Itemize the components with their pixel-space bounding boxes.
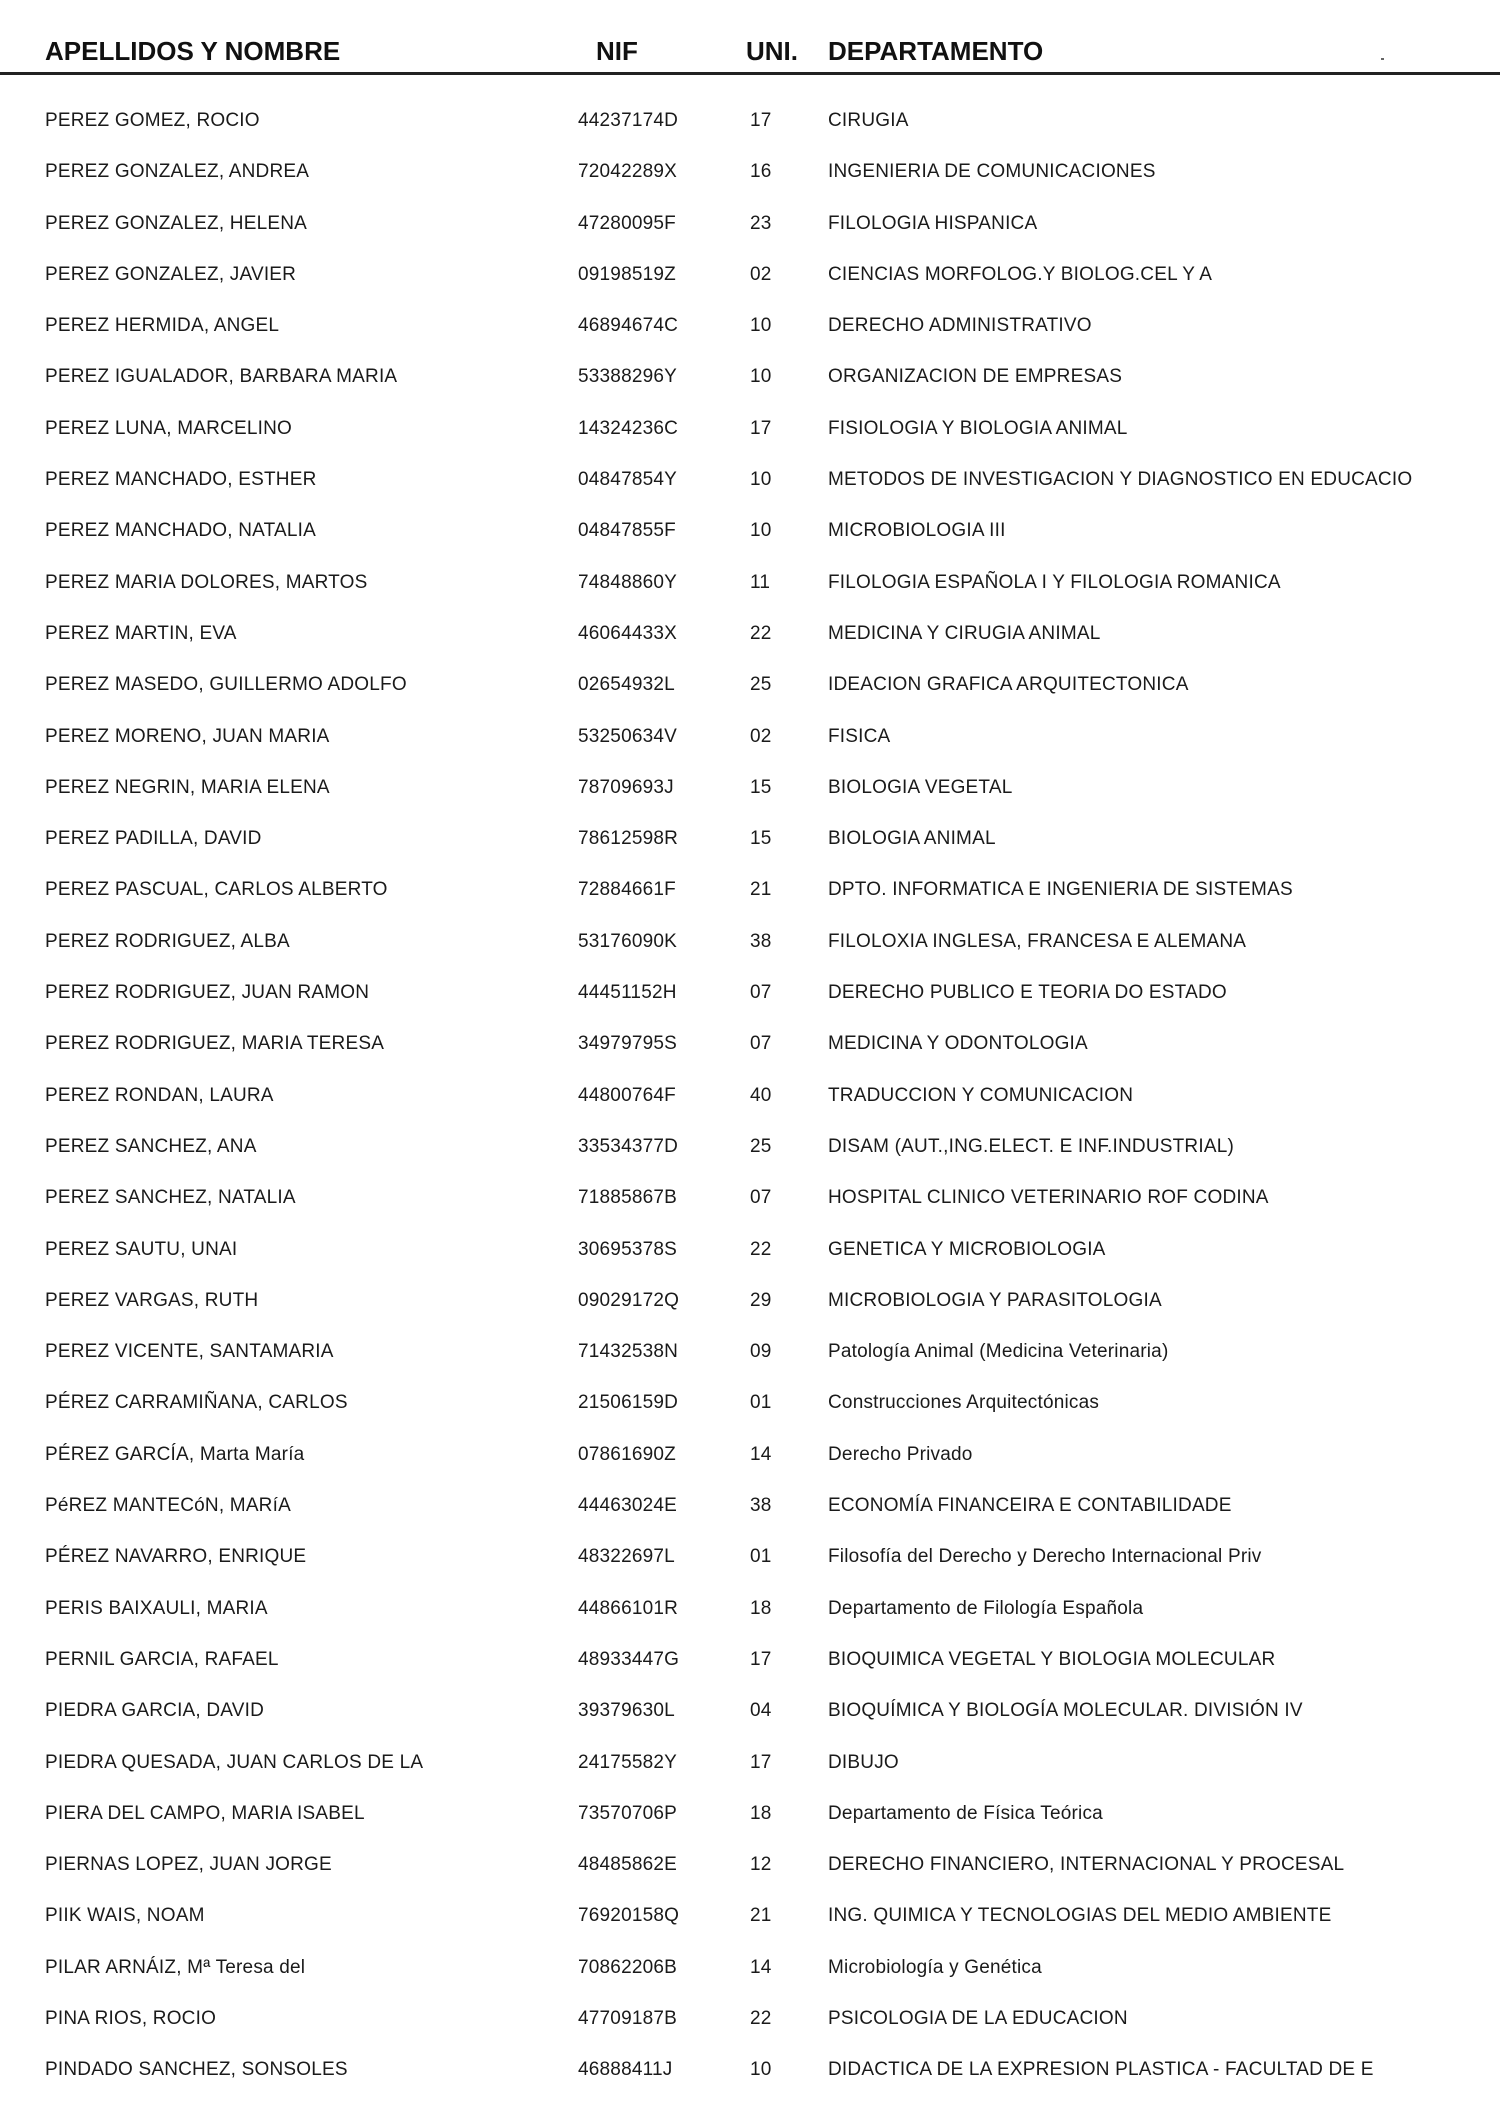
cell-uni: 17 <box>750 417 772 439</box>
cell-department: DPTO. INFORMATICA E INGENIERIA DE SISTEMAS <box>828 879 1293 901</box>
cell-name: PEREZ SAUTU, UNAI <box>45 1238 238 1260</box>
cell-department: BIOQUÍMICA Y BIOLOGÍA MOLECULAR. DIVISIÓN IV <box>828 1700 1303 1722</box>
table-row <box>0 1845 1500 1896</box>
cell-name: PEREZ SANCHEZ, NATALIA <box>45 1187 296 1209</box>
cell-nif: 34979795S <box>578 1033 678 1055</box>
cell-name: PEREZ LUNA, MARCELINO <box>45 417 293 439</box>
cell-department: MICROBIOLOGIA III <box>828 520 1006 542</box>
table-row <box>0 973 1500 1024</box>
cell-nif: 71885867B <box>578 1187 678 1209</box>
cell-name: PEREZ RODRIGUEZ, ALBA <box>45 930 290 952</box>
cell-department: DIBUJO <box>828 1751 899 1773</box>
cell-nif: 44866101R <box>578 1597 679 1619</box>
cell-name: PEREZ RODRIGUEZ, JUAN RAMON <box>45 982 370 1004</box>
table-row <box>0 563 1500 614</box>
cell-department: Derecho Privado <box>828 1443 973 1465</box>
cell-department: ING. QUIMICA Y TECNOLOGIAS DEL MEDIO AMBIENTE <box>828 1905 1332 1927</box>
cell-nif: 47280095F <box>578 212 676 234</box>
table-row <box>0 1948 1500 1999</box>
cell-name: PIERA DEL CAMPO, MARIA ISABEL <box>45 1802 365 1824</box>
cell-uni: 23 <box>750 212 772 234</box>
cell-uni: 10 <box>750 2059 772 2081</box>
cell-uni: 01 <box>750 1392 772 1414</box>
cell-nif: 48485862E <box>578 1854 678 1876</box>
cell-name: PEREZ IGUALADOR, BARBARA MARIA <box>45 366 398 388</box>
cell-uni: 02 <box>750 725 772 747</box>
cell-uni: 09 <box>750 1341 772 1363</box>
cell-name: PEREZ PASCUAL, CARLOS ALBERTO <box>45 879 388 901</box>
cell-nif: 30695378S <box>578 1238 678 1260</box>
cell-department: PSICOLOGIA DE LA EDUCACION <box>828 2007 1128 2029</box>
table-row <box>0 819 1500 870</box>
table-row <box>0 2050 1500 2101</box>
cell-nif: 78612598R <box>578 828 679 850</box>
cell-nif: 21506159D <box>578 1392 679 1414</box>
cell-name: PILAR ARNÁIZ, Mª Teresa del <box>45 1956 306 1978</box>
cell-name: PIIK WAIS, NOAM <box>45 1905 205 1927</box>
cell-name: PEREZ VARGAS, RUTH <box>45 1289 259 1311</box>
cell-name: PEREZ GOMEZ, ROCIO <box>45 110 260 131</box>
cell-nif: 07861690Z <box>578 1443 676 1465</box>
cell-name: PéREZ MANTECóN, MARíA <box>45 1495 291 1517</box>
table-row <box>0 1332 1500 1383</box>
cell-nif: 53388296Y <box>578 366 678 388</box>
cell-name: PEREZ GONZALEZ, JAVIER <box>45 263 297 285</box>
cell-uni: 25 <box>750 674 772 696</box>
cell-department: FILOLOXIA INGLESA, FRANCESA E ALEMANA <box>828 930 1247 952</box>
cell-uni: 07 <box>750 1033 772 1055</box>
cell-name: PEREZ GONZALEZ, ANDREA <box>45 161 310 183</box>
cell-nif: 48933447G <box>578 1648 680 1670</box>
cell-nif: 46064433X <box>578 622 678 644</box>
cell-name: PÉREZ CARRAMIÑANA, CARLOS <box>45 1392 348 1414</box>
cell-department: BIOQUIMICA VEGETAL Y BIOLOGIA MOLECULAR <box>828 1648 1276 1670</box>
cell-uni: 10 <box>750 469 772 491</box>
table-row <box>0 1999 1500 2050</box>
table-row <box>0 255 1500 306</box>
cell-uni: 38 <box>750 1495 772 1517</box>
cell-uni: 29 <box>750 1289 772 1311</box>
cell-department: DERECHO FINANCIERO, INTERNACIONAL Y PROCESAL <box>828 1854 1345 1876</box>
cell-nif: 14324236C <box>578 417 679 439</box>
table-row <box>0 922 1500 973</box>
table-row <box>0 1230 1500 1281</box>
cell-name: PIEDRA GARCIA, DAVID <box>45 1700 265 1722</box>
table-row <box>0 409 1500 460</box>
cell-nif: 46888411J <box>578 2059 673 2081</box>
cell-name: PINDADO SANCHEZ, SONSOLES <box>45 2059 348 2081</box>
cell-name: PEREZ MARTIN, EVA <box>45 622 237 644</box>
cell-department: FILOLOGIA ESPAÑOLA I Y FILOLOGIA ROMANICA <box>828 571 1281 593</box>
cell-uni: 10 <box>750 315 772 337</box>
table-row <box>0 1435 1500 1486</box>
cell-name: PÉREZ NAVARRO, ENRIQUE <box>45 1546 307 1568</box>
table-row <box>0 1076 1500 1127</box>
cell-department: ORGANIZACION DE EMPRESAS <box>828 366 1123 388</box>
cell-nif: 53250634V <box>578 725 678 747</box>
cell-department: BIOLOGIA ANIMAL <box>828 828 996 850</box>
cell-department: Departamento de Filología Española <box>828 1597 1144 1619</box>
cell-department: DERECHO ADMINISTRATIVO <box>828 315 1092 337</box>
header-department: DEPARTAMENTO <box>828 36 1044 66</box>
table-row <box>0 1281 1500 1332</box>
cell-uni: 38 <box>750 930 772 952</box>
cell-nif: 78709693J <box>578 776 674 798</box>
cell-uni: 02 <box>750 263 772 285</box>
header-uni: UNI. <box>746 36 798 66</box>
cell-name: PEREZ MORENO, JUAN MARIA <box>45 725 330 747</box>
table-row <box>0 1691 1500 1742</box>
header-name: APELLIDOS Y NOMBRE <box>45 36 341 66</box>
cell-name: PERNIL GARCIA, RAFAEL <box>45 1648 279 1670</box>
table-row <box>0 306 1500 357</box>
cell-nif: 76920158Q <box>578 1905 680 1927</box>
table-row <box>0 511 1500 562</box>
table-row <box>0 614 1500 665</box>
table-row <box>0 768 1500 819</box>
table-row <box>0 460 1500 511</box>
cell-nif: 46894674C <box>578 315 679 337</box>
cell-department: METODOS DE INVESTIGACION Y DIAGNOSTICO EN EDUCACIO <box>828 469 1413 491</box>
cell-uni: 25 <box>750 1135 772 1157</box>
cell-nif: 44237174D <box>578 110 679 131</box>
cell-department: FISIOLOGIA Y BIOLOGIA ANIMAL <box>828 417 1128 439</box>
cell-nif: 09198519Z <box>578 263 676 285</box>
table-body <box>0 101 1500 2102</box>
cell-nif: 24175582Y <box>578 1751 678 1773</box>
cell-department: DISAM (AUT.,ING.ELECT. E INF.INDUSTRIAL) <box>828 1135 1234 1157</box>
cell-nif: 72884661F <box>578 879 676 901</box>
cell-uni: 01 <box>750 1546 772 1568</box>
table-row <box>0 1127 1500 1178</box>
cell-department: IDEACION GRAFICA ARQUITECTONICA <box>828 674 1189 696</box>
cell-uni: 10 <box>750 520 772 542</box>
table-row <box>0 1383 1500 1434</box>
table-header <box>0 30 1500 74</box>
cell-department: Departamento de Física Teórica <box>828 1802 1103 1824</box>
table-row <box>0 357 1500 408</box>
cell-department: BIOLOGIA VEGETAL <box>828 776 1013 798</box>
cell-department: Patología Animal (Medicina Veterinaria) <box>828 1341 1169 1363</box>
cell-name: PIEDRA QUESADA, JUAN CARLOS DE LA <box>45 1751 424 1773</box>
cell-nif: 04847855F <box>578 520 676 542</box>
cell-nif: 71432538N <box>578 1341 679 1363</box>
cell-uni: 22 <box>750 1238 772 1260</box>
table-row <box>0 665 1500 716</box>
cell-uni: 22 <box>750 622 772 644</box>
cell-department: ECONOMÍA FINANCEIRA E CONTABILIDADE <box>828 1495 1232 1517</box>
cell-uni: 17 <box>750 1751 772 1773</box>
table-row <box>0 1486 1500 1537</box>
cell-name: PEREZ SANCHEZ, ANA <box>45 1135 257 1157</box>
cell-department: Filosofía del Derecho y Derecho Internacional Priv <box>828 1546 1262 1568</box>
table-row <box>0 1178 1500 1229</box>
cell-name: PÉREZ GARCÍA, Marta María <box>45 1443 305 1465</box>
cell-nif: 53176090K <box>578 930 678 952</box>
table-row <box>0 1794 1500 1845</box>
cell-department: MEDICINA Y CIRUGIA ANIMAL <box>828 622 1101 644</box>
table-row <box>0 1537 1500 1588</box>
cell-name: PEREZ VICENTE, SANTAMARIA <box>45 1341 334 1363</box>
table-row <box>0 717 1500 768</box>
cell-name: PEREZ GONZALEZ, HELENA <box>45 212 308 234</box>
cell-department: DERECHO PUBLICO E TEORIA DO ESTADO <box>828 982 1227 1004</box>
cell-nif: 39379630L <box>578 1700 675 1722</box>
cell-department: FILOLOGIA HISPANICA <box>828 212 1038 234</box>
cell-name: PEREZ NEGRIN, MARIA ELENA <box>45 776 330 798</box>
table-row <box>0 870 1500 921</box>
cell-nif: 47709187B <box>578 2007 678 2029</box>
cell-department: GENETICA Y MICROBIOLOGIA <box>828 1238 1106 1260</box>
cell-department: Construcciones Arquitectónicas <box>828 1392 1100 1414</box>
cell-name: PEREZ MARIA DOLORES, MARTOS <box>45 571 368 593</box>
table-row <box>0 1589 1500 1640</box>
table-row <box>0 204 1500 255</box>
table-row <box>0 1743 1500 1794</box>
cell-name: PIERNAS LOPEZ, JUAN JORGE <box>45 1854 332 1876</box>
cell-department: HOSPITAL CLINICO VETERINARIO ROF CODINA <box>828 1187 1269 1209</box>
cell-uni: 16 <box>750 161 772 183</box>
cell-uni: 12 <box>750 1854 772 1876</box>
cell-nif: 48322697L <box>578 1546 675 1568</box>
cell-name: PINA RIOS, ROCIO <box>45 2007 217 2029</box>
cell-nif: 33534377D <box>578 1135 679 1157</box>
cell-department: CIENCIAS MORFOLOG.Y BIOLOG.CEL Y A <box>828 263 1213 285</box>
table-row <box>0 152 1500 203</box>
cell-uni: 07 <box>750 982 772 1004</box>
cell-nif: 70862206B <box>578 1956 678 1978</box>
header-nif: NIF <box>596 36 638 66</box>
cell-uni: 18 <box>750 1802 772 1824</box>
cell-department: FISICA <box>828 725 891 747</box>
cell-nif: 73570706P <box>578 1802 678 1824</box>
cell-nif: 44800764F <box>578 1084 676 1106</box>
cell-uni: 14 <box>750 1443 772 1465</box>
table-row <box>0 1896 1500 1947</box>
cell-name: PEREZ RODRIGUEZ, MARIA TERESA <box>45 1033 385 1055</box>
cell-name: PEREZ HERMIDA, ANGEL <box>45 315 280 337</box>
table-row <box>0 1640 1500 1691</box>
cell-nif: 72042289X <box>578 161 678 183</box>
cell-name: PEREZ RONDAN, LAURA <box>45 1084 274 1106</box>
cell-uni: 40 <box>750 1084 772 1106</box>
cell-uni: 17 <box>750 110 772 131</box>
cell-uni: 21 <box>750 879 772 901</box>
cell-nif: 09029172Q <box>578 1289 680 1311</box>
cell-uni: 18 <box>750 1597 772 1619</box>
table-row <box>0 101 1500 152</box>
cell-uni: 14 <box>750 1956 772 1978</box>
cell-department: CIRUGIA <box>828 110 909 131</box>
cell-uni: 15 <box>750 828 772 850</box>
cell-uni: 21 <box>750 1905 772 1927</box>
table-row <box>0 1024 1500 1075</box>
cell-department: INGENIERIA DE COMUNICACIONES <box>828 161 1156 183</box>
cell-uni: 22 <box>750 2007 772 2029</box>
cell-nif: 44463024E <box>578 1495 678 1517</box>
cell-uni: 15 <box>750 776 772 798</box>
cell-name: PEREZ MASEDO, GUILLERMO ADOLFO <box>45 674 407 696</box>
header-rule <box>0 72 1500 75</box>
cell-name: PEREZ PADILLA, DAVID <box>45 828 262 850</box>
cell-nif: 74848860Y <box>578 571 678 593</box>
cell-department: MICROBIOLOGIA Y PARASITOLOGIA <box>828 1289 1162 1311</box>
cell-department: TRADUCCION Y COMUNICACION <box>828 1084 1134 1106</box>
cell-uni: 10 <box>750 366 772 388</box>
cell-department: Microbiología y Genética <box>828 1956 1042 1978</box>
cell-name: PEREZ MANCHADO, ESTHER <box>45 469 317 491</box>
cell-nif: 04847854Y <box>578 469 678 491</box>
cell-nif: 02654932L <box>578 674 675 696</box>
cell-uni: 07 <box>750 1187 772 1209</box>
scan-speck <box>1381 58 1384 60</box>
cell-uni: 04 <box>750 1700 772 1722</box>
cell-name: PEREZ MANCHADO, NATALIA <box>45 520 316 542</box>
cell-nif: 44451152H <box>578 982 677 1004</box>
cell-department: MEDICINA Y ODONTOLOGIA <box>828 1033 1088 1055</box>
cell-name: PERIS BAIXAULI, MARIA <box>45 1597 268 1619</box>
cell-uni: 17 <box>750 1648 772 1670</box>
cell-department: DIDACTICA DE LA EXPRESION PLASTICA - FACULTAD DE E <box>828 2059 1374 2081</box>
cell-uni: 11 <box>750 571 771 593</box>
